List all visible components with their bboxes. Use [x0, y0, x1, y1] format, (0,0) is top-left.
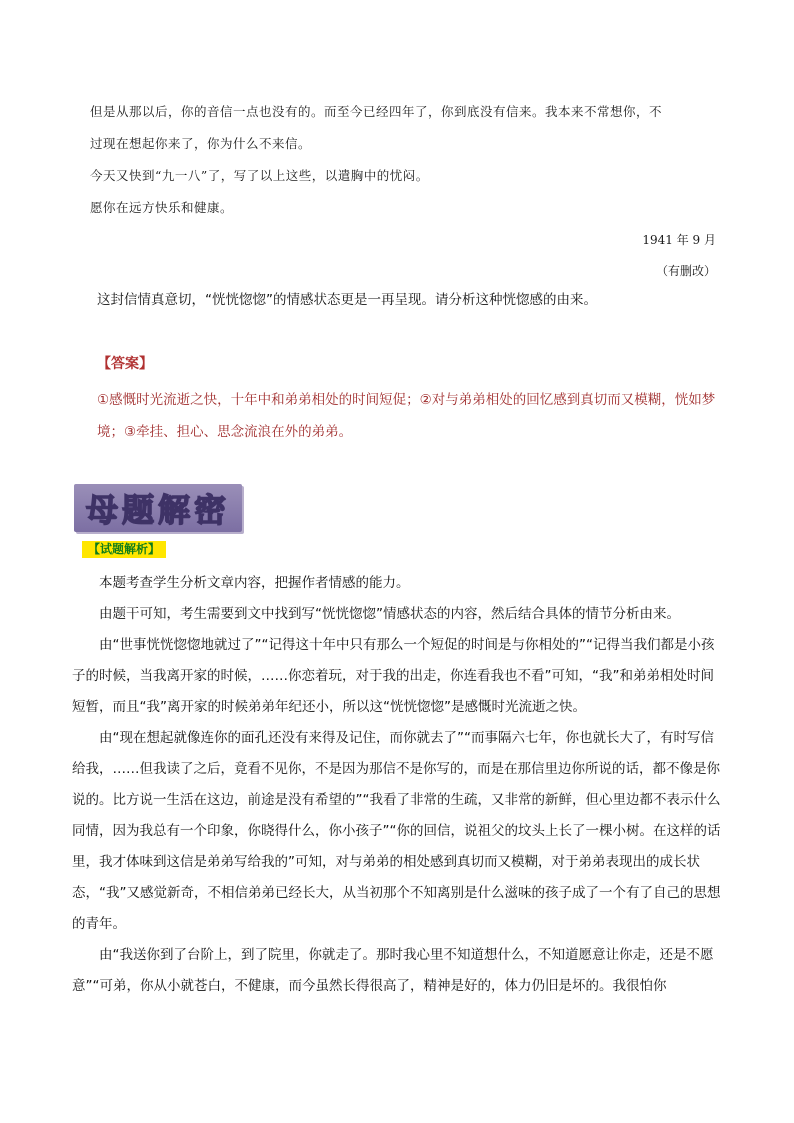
- banner-title: 母题解密: [85, 491, 230, 529]
- question-text: 这封信情真意切，“恍恍惚惚”的情感状态更是一再呈现。请分析这种恍惚感的由来。: [97, 292, 597, 308]
- letter-paragraph-2: 今天又快到“九一八”了，写了以上这些，以遣胸中的忧闷。: [90, 168, 429, 183]
- letter-excerpt: [90, 96, 720, 224]
- answer-text: ①感慨时光流逝之快，十年中和弟弟相处的时间短促；②对与弟弟相处的回忆感到真切而又模糊，恍如梦境；③牵挂、担心、思念流浪在外的弟弟。: [97, 392, 716, 440]
- analysis-tag: 【试题解析】: [82, 541, 166, 558]
- analysis-paragraph: 由“我送你到了台阶上，到了院里，你就走了。那时我心里不知道想什么，不知道愿意让你走，还是不愿意”“可弟，你从小就苍白，不健康，而今虽然长得很高了，精神是好的，体力仍旧是坏的。我很怕你: [72, 947, 714, 994]
- abridged-note: （有删改）: [655, 264, 716, 278]
- analysis-paragraph: 由“世事恍恍惚惚地就过了”“记得这十年中只有那么一个短促的时间是与你相处的”“记得当我们都是小孩子的时候，当我离开家的时候，……你恋着玩，对于我的出走，你连看我也不看”可知，“我”和弟弟相处时间短暂，而且“我”离开家的时候弟弟年纪还小，所以这“恍恍惚惚”是感慨时光流逝之快。: [72, 637, 715, 715]
- letter-paragraph-1-line-2: 过现在想起你来了，你为什么不来信。: [90, 136, 312, 151]
- analysis-paragraph: 由题干可知，考生需要到文中找到写“恍恍惚惚”情感状态的内容，然后结合具体的情节分析由来。: [99, 606, 680, 622]
- analysis-paragraph: 由“现在想起就像连你的面孔还没有来得及记住，而你就去了”“而事隔六七年，你也就长大了，有时写信给我，……但我读了之后，竟看不见你，不是因为那信不是你写的，而是在那信里边你所说的话，都不像是你说的。比方说一生活在这边，前途是没有希望的”“我看了非常的生疏，又非常的新鲜，但心里边都不表示什么同情，因为我总有一个印象，你晓得什么，你小孩子”“你的回信，说祖父的坟头上长了一棵小树。在这样的话里，我才体味到这信是弟弟写给我的”可知，对与弟弟的相处感到真切而又模糊，对于弟弟表现出的成长状态，“我”又感觉新奇，不相信弟弟已经长大，从当初那个不知离别是什么滋味的孩子成了一个有了自己的思想的青年。: [72, 730, 721, 932]
- letter-paragraph-1-line-1: 但是从那以后，你的音信一点也没有的。而至今已经四年了，你到底没有信来。我本来不常想你，不: [90, 104, 663, 119]
- answer-label: 【答案】: [97, 356, 153, 372]
- analysis-body: [72, 568, 724, 1002]
- analysis-paragraph: 本题考查学生分析文章内容，把握作者情感的能力。: [99, 575, 410, 591]
- section-banner: [74, 484, 242, 532]
- letter-paragraph-3: 愿你在远方快乐和健康。: [90, 200, 234, 215]
- letter-date: 1941 年 9 月: [642, 233, 716, 247]
